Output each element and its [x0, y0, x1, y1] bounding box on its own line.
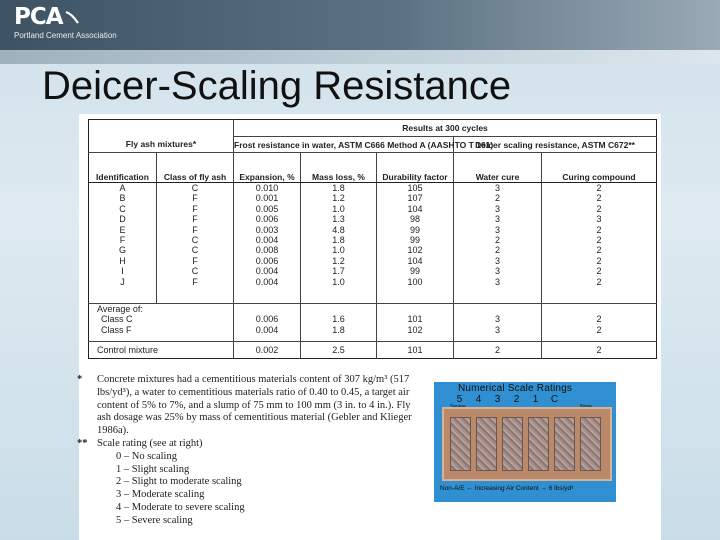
slide-title: Deicer-Scaling Resistance	[42, 64, 512, 108]
results-table	[88, 119, 657, 359]
table-cell: 2	[596, 183, 602, 193]
avg-mass-loss	[301, 304, 377, 342]
table-cell: 1.3	[332, 214, 345, 225]
avg-c-water-cure: 3	[494, 314, 500, 325]
table-cell: F	[119, 234, 126, 245]
results-header-row	[89, 120, 657, 137]
scale-rating-list	[87, 451, 417, 528]
scaling-ratings-photo	[434, 382, 616, 502]
footnote-scale	[77, 437, 417, 451]
table-cell: I	[121, 266, 124, 277]
column-header-row	[89, 153, 657, 183]
table-cell: A	[119, 183, 126, 193]
control-label: Control mixture	[97, 345, 159, 355]
table-cell: 99	[409, 266, 420, 277]
table-cell: F	[192, 224, 198, 235]
table-cell: 3	[494, 203, 500, 214]
col-water-cure: Water cure	[454, 153, 542, 183]
table-cell: 2	[596, 193, 602, 204]
control-water-cure: 2	[454, 342, 542, 359]
table-cell: 107	[407, 193, 423, 204]
col-mass-loss: Mass loss, %	[301, 153, 377, 183]
table-cell: 0.005	[255, 203, 279, 214]
table-cell: 0.004	[255, 276, 279, 287]
footnote-mixtures	[77, 374, 417, 438]
col-curing-compound: Curing compound	[542, 153, 657, 183]
logo-subtitle: Portland Cement Association	[14, 31, 117, 40]
avg-durability	[377, 304, 454, 342]
logo-mark: PCA	[14, 4, 63, 30]
avg-expansion	[234, 304, 301, 342]
footnote-marker-1: *	[77, 374, 83, 385]
table-cell: F	[192, 203, 198, 214]
table-cell: 3	[494, 276, 500, 287]
avg-water-cure	[454, 304, 542, 342]
column-water-cure	[454, 183, 542, 304]
pca-logo	[14, 4, 117, 41]
avg-f-expansion: 0.004	[255, 324, 279, 335]
table-cell: 0.006	[255, 214, 279, 225]
logo-swoosh-icon	[65, 10, 79, 24]
table-cell: 102	[407, 245, 423, 256]
table-cell: C	[191, 245, 199, 256]
average-row	[89, 304, 657, 342]
table-cell: 2	[596, 255, 602, 266]
table-cell: 2	[596, 276, 602, 287]
photo-number: 2	[513, 394, 520, 405]
photo-caption: Non-A/E ← Increasing Air Content → 6 lbs/yd³	[440, 485, 574, 492]
mixtures-header: Fly ash mixtures*	[89, 137, 234, 153]
column-class	[157, 183, 234, 304]
table-cell: 1.0	[332, 276, 345, 287]
table-cell: 2	[494, 193, 500, 204]
deicer-header: Deicer scaling resistance, ASTM C672**	[454, 137, 657, 153]
table-cell: G	[118, 245, 126, 256]
results-header: Results at 300 cycles	[234, 120, 657, 137]
avg-f-durability: 102	[407, 324, 423, 335]
table-cell: 2	[494, 234, 500, 245]
table-cell: 3	[494, 255, 500, 266]
table-cell: 2	[596, 224, 602, 235]
col-class: Class of fly ash	[157, 153, 234, 183]
specimen-slab	[476, 417, 497, 471]
scale-item: 4 – Moderate to severe scaling	[116, 501, 245, 513]
avg-c-durability: 101	[407, 314, 423, 325]
table-cell: E	[119, 224, 126, 235]
table-cell: F	[192, 276, 198, 287]
scale-item: 0 – No scaling	[116, 450, 177, 462]
control-expansion: 0.002	[234, 342, 301, 359]
avg-c-curing-compound: 2	[596, 314, 602, 325]
figure-panel	[79, 114, 661, 540]
footnote-marker-2: **	[77, 437, 88, 449]
table-cell: 0.004	[255, 266, 279, 277]
photo-title: Numerical Scale Ratings	[458, 383, 573, 394]
avg-f-mass-loss: 1.8	[332, 324, 345, 335]
table-cell: 2	[596, 234, 602, 245]
footnote-scale-text: Scale rating (see at right)	[97, 437, 203, 449]
table-cell: 0.003	[255, 224, 279, 235]
specimen-tray	[442, 407, 612, 481]
scale-item: 5 – Severe scaling	[116, 514, 193, 526]
column-expansion	[234, 183, 301, 304]
photo-number: 1	[532, 394, 539, 405]
table-cell: 0.004	[255, 234, 279, 245]
table-cell: 3	[596, 214, 602, 225]
specimen-slab	[450, 417, 471, 471]
subhead-row	[89, 137, 657, 153]
column-mass-loss	[301, 183, 377, 304]
table-cell: 1.7	[332, 266, 345, 277]
table-cell: 0.008	[255, 245, 279, 256]
table-cell: 3	[494, 224, 500, 235]
table-cell: B	[119, 193, 126, 204]
specimen-slab	[528, 417, 549, 471]
table-cell: C	[191, 234, 199, 245]
frost-header: Frost resistance in water, ASTM C666 Method A (AASHTO T 161)	[234, 137, 454, 153]
table-cell: 4.8	[332, 224, 345, 235]
table-cell: 99	[409, 224, 420, 235]
blank-corner	[89, 120, 234, 137]
table-cell: 1.8	[332, 234, 345, 245]
column-curing-compound	[542, 183, 657, 304]
control-durability: 101	[377, 342, 454, 359]
average-label: Average of:	[97, 304, 143, 314]
control-row	[89, 342, 657, 359]
table-cell: 2	[596, 203, 602, 214]
col-expansion: Expansion, %	[234, 153, 301, 183]
table-cell: 100	[407, 276, 423, 287]
footnotes	[77, 374, 417, 528]
photo-rating-numbers	[450, 394, 564, 405]
control-mass-loss: 2.5	[301, 342, 377, 359]
table-cell: 2	[494, 245, 500, 256]
avg-curing-compound	[542, 304, 657, 342]
table-cell: 99	[409, 234, 420, 245]
scale-item: 1 – Slight scaling	[116, 463, 190, 475]
table-cell: 3	[494, 183, 500, 193]
table-cell: 0.006	[255, 255, 279, 266]
table-cell: 3	[494, 214, 500, 225]
specimen-slab	[554, 417, 575, 471]
table-cell: 98	[409, 214, 420, 225]
table-cell: 3	[494, 266, 500, 277]
table-cell: 1.0	[332, 203, 345, 214]
specimen-slab	[580, 417, 601, 471]
table-cell: 1.2	[332, 255, 345, 266]
table-cell: 105	[407, 183, 423, 193]
table-container	[88, 119, 656, 359]
col-durability: Durability factor	[377, 153, 454, 183]
specimen-slab	[502, 417, 523, 471]
photo-number: 5	[456, 394, 463, 405]
average-class-c-label: Class C	[101, 314, 133, 325]
table-cell: H	[119, 255, 126, 266]
table-cell: D	[119, 214, 126, 225]
avg-f-water-cure: 3	[494, 324, 500, 335]
table-cell: 104	[407, 203, 423, 214]
scale-item: 3 – Moderate scaling	[116, 489, 205, 501]
photo-number: 3	[494, 394, 501, 405]
photo-number: C	[550, 394, 559, 405]
scale-item: 2 – Slight to moderate scaling	[116, 476, 242, 488]
table-cell: C	[119, 203, 126, 214]
table-cell: 0.010	[255, 183, 279, 193]
avg-c-expansion: 0.006	[255, 314, 279, 325]
avg-c-mass-loss: 1.6	[332, 314, 345, 325]
table-cell: 1.0	[332, 245, 345, 256]
table-cell: 1.2	[332, 193, 345, 204]
table-cell: 1.8	[332, 183, 345, 193]
table-cell: 2	[596, 266, 602, 277]
table-cell: F	[192, 214, 198, 225]
column-identification	[89, 183, 157, 304]
table-cell: 104	[407, 255, 423, 266]
table-cell: 0.001	[255, 193, 279, 204]
table-cell: F	[192, 193, 198, 204]
footnote-mixtures-text: Concrete mixtures had a cementitious materials content of 307 kg/m³ (517 lbs/yd³), a water to cementitious materials ratio of 0.40 to 0.45, a target air content of 5% to 7%, and a slump of 75 mm to 100 mm (3 in. to 4 in.). Fly ash dosage was 25% by mass of cementitious material (Gebler and Klieger 1986a).	[97, 374, 412, 437]
table-cell: C	[191, 183, 199, 193]
control-curing-compound: 2	[542, 342, 657, 359]
average-class-f-label: Class F	[101, 324, 132, 335]
table-cell: C	[191, 266, 199, 277]
table-cell: J	[120, 276, 125, 287]
table-cell: F	[192, 255, 198, 266]
table-body-row	[89, 183, 657, 304]
average-label-cell	[89, 304, 234, 342]
column-durability	[377, 183, 454, 304]
col-identification: Identification	[89, 153, 157, 183]
avg-f-curing-compound: 2	[596, 324, 602, 335]
table-cell: 2	[596, 245, 602, 256]
photo-number: 4	[475, 394, 482, 405]
